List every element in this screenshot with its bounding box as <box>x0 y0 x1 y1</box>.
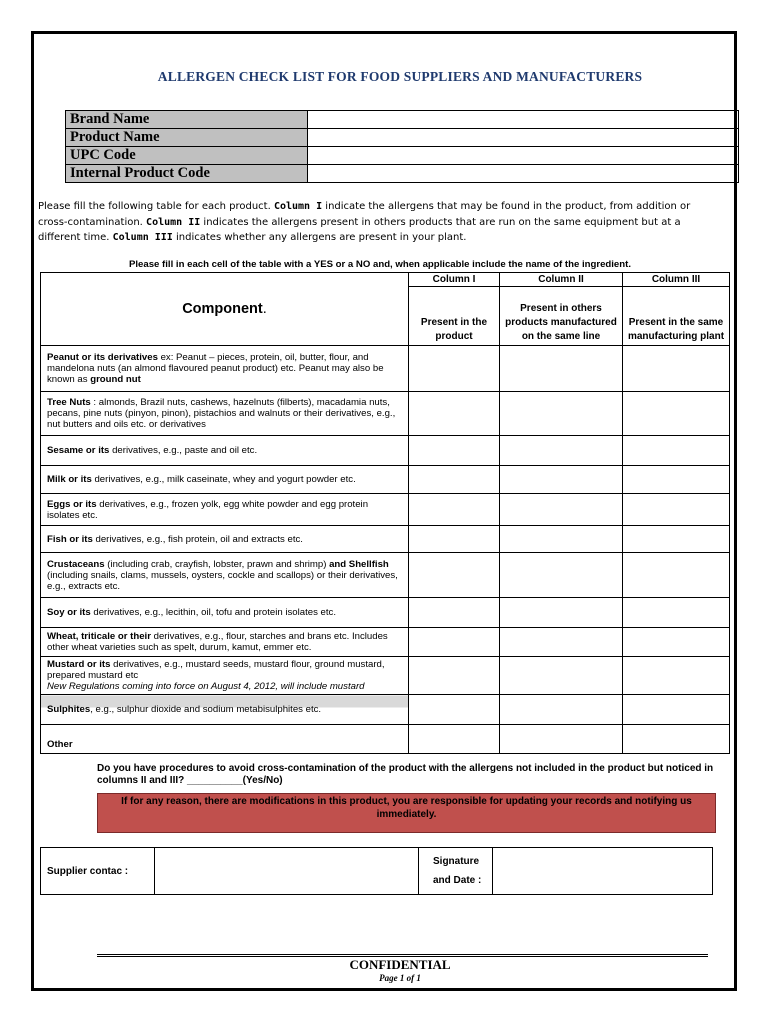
table-row <box>41 695 730 725</box>
signature-date-label: Signature and Date : <box>419 848 493 895</box>
mustard-col2-cell[interactable] <box>500 657 623 695</box>
allergen-detail: derivatives, e.g., flour, starches and brans etc. Includes other wheat varieties such as spelt, durum, kamut, emmer etc. <box>47 631 388 653</box>
allergen-name: Tree Nuts <box>47 397 91 408</box>
column-2-description: Present in others products manufactured on the same line <box>500 287 623 346</box>
supplier-row <box>41 848 713 895</box>
intro-text-4: indicates whether any allergens are present in your plant. <box>172 232 467 243</box>
wheat-col3-cell[interactable] <box>623 628 730 657</box>
milk-col1-cell[interactable] <box>409 466 500 494</box>
eggs-col2-cell[interactable] <box>500 494 623 526</box>
instructions-paragraph <box>38 199 714 246</box>
modification-warning: If for any reason, there are modifications in this product, you are responsible for updating your records and notifying us immediately. <box>97 793 716 833</box>
allergen-detail: derivatives, e.g., milk caseinate, whey and yogurt powder etc. <box>91 474 356 485</box>
allergen-detail: derivatives, e.g., lecithin, oil, tofu and protein isolates etc. <box>90 607 337 618</box>
column-2-header: Column II <box>500 273 623 287</box>
other-col3-cell[interactable] <box>623 725 730 754</box>
allergen-name: Mustard or its <box>47 659 111 670</box>
table-row <box>41 628 730 657</box>
internal-code-field[interactable] <box>308 165 739 183</box>
product-info-table <box>65 110 739 183</box>
table-row <box>41 598 730 628</box>
allergen-name: Other <box>47 739 73 750</box>
soy-col1-cell[interactable] <box>409 598 500 628</box>
allergen-wheat <box>41 628 409 657</box>
allergen-detail: : almonds, Brazil nuts, cashews, hazelnuts (filberts), macadamia nuts, pecans, pine nuts (pinyon, pinon), pistachios and walnuts or their derivatives, e.g., nut butters and oils etc. or derivatives <box>47 397 396 430</box>
allergen-name: Eggs or its <box>47 498 97 510</box>
crustaceans-col3-cell[interactable] <box>623 553 730 598</box>
supplier-contact-label: Supplier contac : <box>41 848 155 895</box>
product-name-field[interactable] <box>308 129 739 147</box>
table-row <box>41 526 730 553</box>
soy-col3-cell[interactable] <box>623 598 730 628</box>
table-row <box>41 494 730 526</box>
brand-name-field[interactable] <box>308 111 739 129</box>
peanut-col2-cell[interactable] <box>500 346 623 392</box>
allergen-detail: derivatives, e.g., mustard seeds, mustard flour, ground mustard, prepared mustard etc <box>47 659 385 681</box>
component-header-suffix: . <box>262 301 267 317</box>
allergen-detail: derivatives, e.g., paste and oil etc. <box>109 445 258 456</box>
tree-nuts-col1-cell[interactable] <box>409 392 500 436</box>
signature-date-field[interactable] <box>493 848 713 895</box>
sesame-col1-cell[interactable] <box>409 436 500 466</box>
sulphites-col3-cell[interactable] <box>623 695 730 725</box>
tree-nuts-col3-cell[interactable] <box>623 392 730 436</box>
component-header <box>41 273 409 346</box>
allergen-detail: (including crab, crayfish, lobster, prawn and shrimp) <box>104 558 330 570</box>
eggs-col3-cell[interactable] <box>623 494 730 526</box>
allergen-name: Crustaceans <box>47 558 105 570</box>
table-row <box>41 346 730 392</box>
allergen-crustaceans <box>41 553 409 598</box>
sesame-col2-cell[interactable] <box>500 436 623 466</box>
intro-column-3: Column III <box>112 232 173 243</box>
column-3-description: Present in the same manufacturing plant <box>623 287 730 346</box>
upc-code-label: UPC Code <box>66 147 308 165</box>
internal-code-label: Internal Product Code <box>66 165 308 183</box>
upc-code-field[interactable] <box>308 147 739 165</box>
intro-text-3: indicates the allergens present in others products that are run on the same equipment but at a different time. <box>38 216 681 243</box>
allergen-peanut <box>41 346 409 392</box>
allergen-name: Soy or its <box>47 607 91 618</box>
allergen-name: Peanut or its derivatives <box>47 352 158 363</box>
cross-contamination-question: Do you have procedures to avoid cross-contamination of the product with the allergens not included in the product but noticed in columns II and III? __________(Yes/No) <box>97 763 714 786</box>
sulphites-col1-cell[interactable] <box>409 695 500 725</box>
fish-col1-cell[interactable] <box>409 526 500 553</box>
page-title: ALLERGEN CHECK LIST FOR FOOD SUPPLIERS AND MANUFACTURERS <box>157 69 643 84</box>
product-name-label: Product Name <box>66 129 308 147</box>
allergen-tree-nuts <box>41 392 409 436</box>
component-header-text: Component <box>182 301 263 317</box>
wheat-col2-cell[interactable] <box>500 628 623 657</box>
soy-col2-cell[interactable] <box>500 598 623 628</box>
column-1-description: Present in the product <box>409 287 500 346</box>
allergen-detail: derivatives, e.g., frozen yolk, egg white powder and egg protein isolates etc. <box>47 498 369 521</box>
intro-column-1: Column I <box>273 201 323 212</box>
page-number: Page 1 of 1 <box>379 973 421 983</box>
allergen-name: Sulphites <box>47 704 91 715</box>
allergen-name-extra: and Shellfish <box>329 558 389 570</box>
intro-text-1: Please fill the following table for each product. <box>38 201 274 212</box>
upc-code-row <box>66 147 739 165</box>
other-col1-cell[interactable] <box>409 725 500 754</box>
table-row <box>41 725 730 754</box>
allergen-milk <box>41 466 409 494</box>
intro-text-2: indicate the allergens that may be found in the product, from addition or cross-contamination. <box>38 201 691 228</box>
eggs-col1-cell[interactable] <box>409 494 500 526</box>
sesame-col3-cell[interactable] <box>623 436 730 466</box>
allergen-detail: ex: Peanut – pieces, protein, oil, butter, flour, and mandelona nuts (an almond flavoured peanut product) etc. Peanut may also be known as <box>47 352 384 385</box>
milk-col3-cell[interactable] <box>623 466 730 494</box>
tree-nuts-col2-cell[interactable] <box>500 392 623 436</box>
fill-instruction: Please fill in each cell of the table with a YES or a NO and, when applicable include the name of the ingredient. <box>128 259 631 270</box>
allergen-name: Fish or its <box>47 533 93 545</box>
intro-column-2: Column II <box>146 216 201 228</box>
allergen-fish <box>41 526 409 553</box>
allergen-name: Wheat, triticale or their <box>47 631 151 642</box>
column-3-header: Column III <box>623 273 730 287</box>
header-row-1 <box>41 273 730 287</box>
allergen-detail-extra: (including snails, clams, mussels, oysters, cockle and scallops) or their derivatives, e.g., extracts etc. <box>47 569 398 592</box>
milk-col2-cell[interactable] <box>500 466 623 494</box>
allergen-name: Sesame or its <box>47 445 110 456</box>
allergen-eggs <box>41 494 409 526</box>
mustard-col3-cell[interactable] <box>623 657 730 695</box>
supplier-contact-field[interactable] <box>155 848 419 895</box>
mustard-regulation-note: New Regulations coming into force on August 4, 2012, will include mustard <box>47 681 365 692</box>
fish-col2-cell[interactable] <box>500 526 623 553</box>
allergen-name: Milk or its <box>47 474 92 485</box>
allergen-name-extra: ground nut <box>90 374 141 385</box>
internal-code-row <box>66 165 739 183</box>
allergen-mustard <box>41 657 409 695</box>
fish-col3-cell[interactable] <box>623 526 730 553</box>
supplier-table <box>40 847 713 895</box>
column-1-header: Column I <box>409 273 500 287</box>
allergen-detail: , e.g., sulphur dioxide and sodium metabisulphites etc. <box>90 704 322 715</box>
allergen-table <box>40 272 730 754</box>
brand-name-label: Brand Name <box>66 111 308 129</box>
product-name-row <box>66 129 739 147</box>
other-col2-cell[interactable] <box>500 725 623 754</box>
mustard-col1-cell[interactable] <box>409 657 500 695</box>
allergen-sesame <box>41 436 409 466</box>
table-row <box>41 466 730 494</box>
brand-name-row <box>66 111 739 129</box>
table-row <box>41 657 730 695</box>
table-row <box>41 392 730 436</box>
allergen-other <box>41 725 409 754</box>
crustaceans-col1-cell[interactable] <box>409 553 500 598</box>
peanut-col1-cell[interactable] <box>409 346 500 392</box>
table-row <box>41 436 730 466</box>
table-row <box>41 553 730 598</box>
wheat-col1-cell[interactable] <box>409 628 500 657</box>
footer-divider <box>97 954 708 955</box>
crustaceans-col2-cell[interactable] <box>500 553 623 598</box>
allergen-sulphites <box>41 695 409 725</box>
sulphites-col2-cell[interactable] <box>500 695 623 725</box>
confidential-label: CONFIDENTIAL <box>349 957 451 972</box>
peanut-col3-cell[interactable] <box>623 346 730 392</box>
allergen-detail: derivatives, e.g., fish protein, oil and extracts etc. <box>92 533 303 545</box>
allergen-soy <box>41 598 409 628</box>
